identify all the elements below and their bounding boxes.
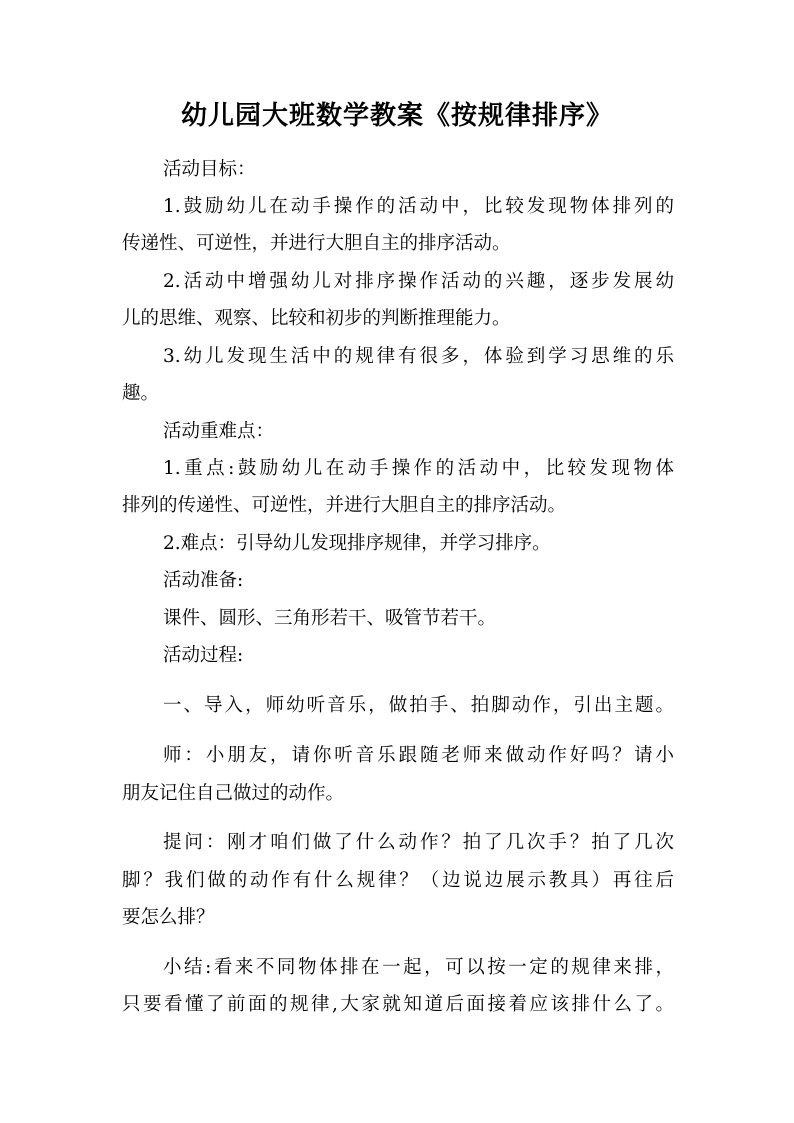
paragraph-line: 课件、圆形、三角形若干、吸管节若干。 xyxy=(163,608,497,629)
paragraph-line: 2.活动中增强幼儿对排序操作活动的兴趣，逐步发展幼 xyxy=(163,271,674,292)
paragraph-line: 脚？我们做的动作有什么规律？（边说边展示教具）再往后 xyxy=(122,870,674,891)
paragraph-line: 小结:看来不同物体排在一起，可以按一定的规律来排， xyxy=(163,957,674,978)
section-heading-goals: 活动目标： xyxy=(163,159,256,180)
section-heading-preparation: 活动准备: xyxy=(163,570,244,591)
section-heading-key-points: 活动重难点： xyxy=(163,421,275,442)
paragraph-line: 排列的传递性、可逆性，并进行大胆自主的排序活动。 xyxy=(122,495,567,516)
paragraph-line: 2.难点：引导幼儿发现排序规律，并学习排序。 xyxy=(163,533,551,554)
paragraph-line: 提问：刚才咱们做了什么动作？拍了几次手？拍了几次 xyxy=(163,832,674,853)
paragraph-line: 要怎么排？ xyxy=(122,907,215,928)
document-title: 幼儿园大班数学教案《按规律排序》 xyxy=(180,101,613,131)
paragraph-line: 一、导入，师幼听音乐，做拍手、拍脚动作，引出主题。 xyxy=(163,695,674,716)
paragraph-line: 1.重点:鼓励幼儿在动手操作的活动中，比较发现物体 xyxy=(163,458,674,479)
paragraph-line: 1.鼓励幼儿在动手操作的活动中，比较发现物体排列的 xyxy=(163,196,674,217)
paragraph-line: 传递性、可逆性，并进行大胆自主的排序活动。 xyxy=(122,233,511,254)
paragraph-line: 趣。 xyxy=(122,383,160,404)
paragraph-line: 3.幼儿发现生活中的规律有很多，体验到学习思维的乐 xyxy=(163,346,674,367)
section-heading-process: 活动过程: xyxy=(163,645,244,666)
paragraph-line: 朋友记住自己做过的动作。 xyxy=(122,783,345,804)
paragraph-line: 只要看懂了前面的规律,大家就知道后面接着应该排什么了。 xyxy=(122,994,674,1015)
paragraph-line: 儿的思维、观察、比较和初步的判断推理能力。 xyxy=(122,308,511,329)
paragraph-line: 师：小朋友，请你听音乐跟随老师来做动作好吗？请小 xyxy=(163,745,674,766)
